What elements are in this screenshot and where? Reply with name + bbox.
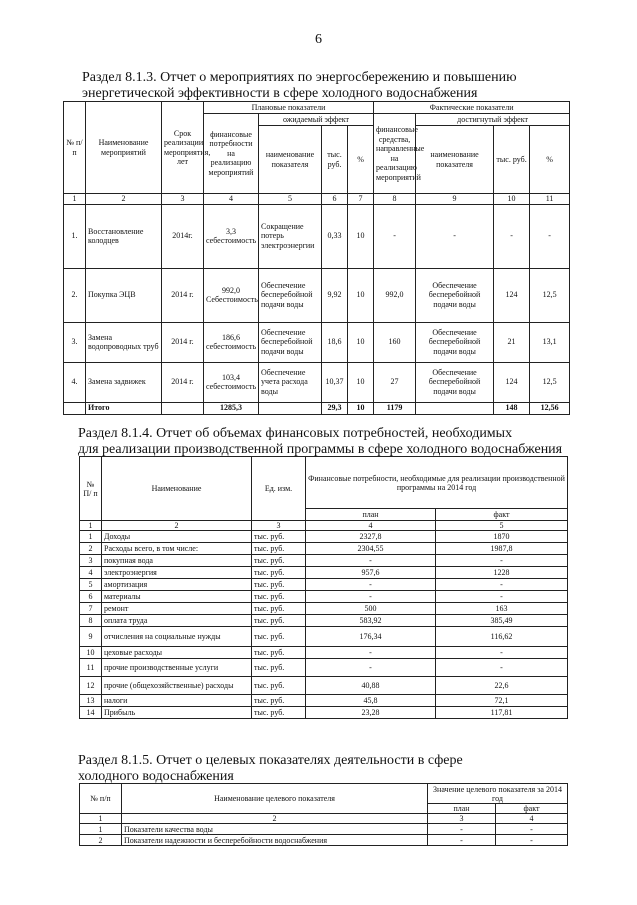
col-header-fin-needs: Финансовые потребности, необходимые для реализации производственной программы на 2014 год <box>306 457 568 509</box>
page-number: 6 <box>315 32 322 47</box>
table-row <box>80 615 568 627</box>
col-header-num: № п/п <box>64 102 86 194</box>
measure-percent-fact: 12,5 <box>530 268 570 322</box>
table-row <box>80 677 568 695</box>
item-unit: тыс. руб. <box>252 543 306 555</box>
target-indicators-table <box>79 783 568 846</box>
indicator-fact: - <box>496 835 568 846</box>
total-row <box>64 402 570 414</box>
item-plan: - <box>306 555 436 567</box>
item-plan: 40,88 <box>306 677 436 695</box>
col-header-planned: Плановые показатели <box>204 102 374 114</box>
section-8-1-3-heading-line1: Раздел 8.1.3. Отчет о мероприятиях по энергосбережению и повышению <box>82 70 517 85</box>
measure-thous-rub: 0,33 <box>322 204 348 268</box>
measure-thous-rub-fact: 21 <box>494 322 530 362</box>
item-plan: 2327,8 <box>306 531 436 543</box>
item-name: Доходы <box>102 531 252 543</box>
col-number: 1 <box>64 194 86 205</box>
measure-percent-fact: - <box>530 204 570 268</box>
total-percent-fact: 12,56 <box>530 402 570 414</box>
measure-indicator: Обеспечение учета расхода воды <box>259 362 322 402</box>
col-number: 4 <box>306 521 436 531</box>
item-name: Прибыль <box>102 707 252 719</box>
row-num: 9 <box>80 627 102 647</box>
table-row <box>64 362 570 402</box>
item-plan: 957,6 <box>306 567 436 579</box>
measure-percent-fact: 12,5 <box>530 362 570 402</box>
col-header-name: Наименование <box>102 457 252 521</box>
measure-term: 2014 г. <box>162 268 204 322</box>
col-header-name: Наименование мероприятий <box>86 102 162 194</box>
table-row <box>80 603 568 615</box>
table-row <box>80 591 568 603</box>
row-num: 3 <box>80 555 102 567</box>
col-header-percent: % <box>348 126 374 194</box>
row-num: 6 <box>80 591 102 603</box>
financial-needs-table <box>79 456 568 719</box>
item-plan: 23,28 <box>306 707 436 719</box>
item-name: налоги <box>102 695 252 707</box>
col-number: 2 <box>122 814 428 824</box>
col-number: 3 <box>428 814 496 824</box>
section-8-1-5-heading-line1: Раздел 8.1.5. Отчет о целевых показателях деятельности в сфере <box>78 753 463 768</box>
col-header-actual: Фактические показатели <box>374 102 570 114</box>
total-thous-rub: 29,3 <box>322 402 348 414</box>
section-8-1-4-heading <box>78 426 568 458</box>
table-row <box>80 531 568 543</box>
item-name: прочие производственные услуги <box>102 659 252 677</box>
item-plan: 2304,55 <box>306 543 436 555</box>
table-row <box>80 647 568 659</box>
item-name: покупная вода <box>102 555 252 567</box>
indicator-name: Показатели надежности и бесперебойности водоснабжения <box>122 835 428 846</box>
energy-saving-measures-table <box>63 101 570 415</box>
table-row <box>64 268 570 322</box>
indicator-plan: - <box>428 824 496 835</box>
table-row <box>80 835 568 846</box>
item-plan: 176,34 <box>306 627 436 647</box>
col-header-achieved-effect: достигнутый эффект <box>416 114 570 126</box>
row-num: 5 <box>80 579 102 591</box>
row-num: 2. <box>64 268 86 322</box>
col-number: 7 <box>348 194 374 205</box>
measure-name: Восстановление колодцев <box>86 204 162 268</box>
item-fact: 116,62 <box>436 627 568 647</box>
col-header-value: Значение целевого показателя за 2014 год <box>428 784 568 804</box>
measure-term: 2014г. <box>162 204 204 268</box>
item-unit: тыс. руб. <box>252 695 306 707</box>
measure-fin-needs: 186,6 себестоимость <box>204 322 259 362</box>
item-fact: 72,1 <box>436 695 568 707</box>
total-label: Итого <box>86 402 162 414</box>
item-plan: - <box>306 579 436 591</box>
row-num: 2 <box>80 835 122 846</box>
item-fact: 22,6 <box>436 677 568 695</box>
item-fact: 385,49 <box>436 615 568 627</box>
section-8-1-5-heading <box>78 753 568 785</box>
item-fact: - <box>436 579 568 591</box>
item-unit: тыс. руб. <box>252 555 306 567</box>
item-unit: тыс. руб. <box>252 591 306 603</box>
table-row <box>80 659 568 677</box>
measure-indicator-fact: - <box>416 204 494 268</box>
section-8-1-5-heading-line2: холодного водоснабжения <box>78 769 234 784</box>
measure-indicator: Обеспечение бесперебойной подачи воды <box>259 268 322 322</box>
col-header-fin-spent: финансовые средства, направленные на реализацию мероприятий <box>374 114 416 194</box>
row-num: 1 <box>80 824 122 835</box>
measure-name: Замена водопроводных труб <box>86 322 162 362</box>
col-header-num: № П/ п <box>80 457 102 521</box>
row-num: 2 <box>80 543 102 555</box>
col-header-thous-rub: тыс. руб. <box>322 126 348 194</box>
item-fact: 1987,8 <box>436 543 568 555</box>
col-header-fin-needs: финансовые потребности на реализацию мероприятий <box>204 114 259 194</box>
measure-indicator-fact: Обеспечение бесперебойной подачи воды <box>416 322 494 362</box>
row-num: 4 <box>80 567 102 579</box>
item-name: отчисления на социальные нужды <box>102 627 252 647</box>
col-header-num: № п/п <box>80 784 122 814</box>
col-header-fact: факт <box>436 509 568 521</box>
col-number: 5 <box>259 194 322 205</box>
item-name: электроэнергия <box>102 567 252 579</box>
col-header-fact: факт <box>496 804 568 814</box>
measure-fin-spent: 160 <box>374 322 416 362</box>
table-row <box>80 579 568 591</box>
col-number: 1 <box>80 814 122 824</box>
item-fact: - <box>436 659 568 677</box>
item-unit: тыс. руб. <box>252 659 306 677</box>
table-row <box>80 555 568 567</box>
measure-indicator-fact: Обеспечение бесперебойной подачи воды <box>416 362 494 402</box>
column-number-row <box>80 521 568 531</box>
col-header-plan: план <box>306 509 436 521</box>
measure-percent: 10 <box>348 322 374 362</box>
col-header-indicator: наименование показателя <box>259 126 322 194</box>
row-num: 13 <box>80 695 102 707</box>
row-num: 3. <box>64 322 86 362</box>
item-unit: тыс. руб. <box>252 567 306 579</box>
item-name: оплата труда <box>102 615 252 627</box>
col-number: 11 <box>530 194 570 205</box>
col-header-expected-effect: ожидаемый эффект <box>259 114 374 126</box>
table-row <box>80 707 568 719</box>
measure-fin-spent: 27 <box>374 362 416 402</box>
item-unit: тыс. руб. <box>252 579 306 591</box>
row-num: 4. <box>64 362 86 402</box>
total-percent: 10 <box>348 402 374 414</box>
measure-thous-rub: 9,92 <box>322 268 348 322</box>
item-unit: тыс. руб. <box>252 677 306 695</box>
total-thous-rub-fact: 148 <box>494 402 530 414</box>
col-number: 6 <box>322 194 348 205</box>
item-fact: - <box>436 647 568 659</box>
section-8-1-3-heading <box>82 70 568 102</box>
row-num: 12 <box>80 677 102 695</box>
item-unit: тыс. руб. <box>252 615 306 627</box>
measure-thous-rub: 10,37 <box>322 362 348 402</box>
section-8-1-4-heading-line1: Раздел 8.1.4. Отчет об объемах финансовых потребностей, необходимых <box>78 426 513 441</box>
measure-indicator: Сокращение потерь электроэнергии <box>259 204 322 268</box>
total-fin-spent: 1179 <box>374 402 416 414</box>
item-name: амортизация <box>102 579 252 591</box>
measure-fin-spent: 992,0 <box>374 268 416 322</box>
col-header-plan: план <box>428 804 496 814</box>
item-fact: - <box>436 555 568 567</box>
item-name: цеховые расходы <box>102 647 252 659</box>
col-header-thous-rub-fact: тыс. руб. <box>494 126 530 194</box>
row-num: 1 <box>80 531 102 543</box>
table-row <box>80 695 568 707</box>
item-plan: - <box>306 647 436 659</box>
indicator-fact: - <box>496 824 568 835</box>
item-name: прочие (общехозяйственные) расходы <box>102 677 252 695</box>
measure-fin-spent: - <box>374 204 416 268</box>
column-number-row <box>80 814 568 824</box>
measure-thous-rub-fact: 124 <box>494 362 530 402</box>
col-number: 8 <box>374 194 416 205</box>
measure-percent: 10 <box>348 204 374 268</box>
table-row <box>80 824 568 835</box>
measure-term: 2014 г. <box>162 362 204 402</box>
row-num: 14 <box>80 707 102 719</box>
item-fact: - <box>436 591 568 603</box>
col-header-term: Срок реализации мероприятия, лет <box>162 102 204 194</box>
item-name: материалы <box>102 591 252 603</box>
item-unit: тыс. руб. <box>252 531 306 543</box>
measure-thous-rub-fact: 124 <box>494 268 530 322</box>
item-fact: 1870 <box>436 531 568 543</box>
row-num: 10 <box>80 647 102 659</box>
table-row <box>64 322 570 362</box>
item-fact: 117,81 <box>436 707 568 719</box>
measure-indicator: Обеспечение бесперебойной подачи воды <box>259 322 322 362</box>
indicator-plan: - <box>428 835 496 846</box>
total-fin-needs: 1285,3 <box>204 402 259 414</box>
col-number: 1 <box>80 521 102 531</box>
col-number: 10 <box>494 194 530 205</box>
col-header-name: Наименование целевого показателя <box>122 784 428 814</box>
measure-percent: 10 <box>348 268 374 322</box>
measure-percent-fact: 13,1 <box>530 322 570 362</box>
row-num: 1. <box>64 204 86 268</box>
col-number: 3 <box>252 521 306 531</box>
column-number-row <box>64 194 570 205</box>
section-8-1-4-heading-line2: для реализации производственной программы в сфере холодного водоснабжения <box>78 442 563 457</box>
col-number: 5 <box>436 521 568 531</box>
measure-term: 2014 г. <box>162 322 204 362</box>
item-plan: 500 <box>306 603 436 615</box>
table-row <box>80 627 568 647</box>
measure-fin-needs: 103,4 себестоимость <box>204 362 259 402</box>
col-number: 2 <box>102 521 252 531</box>
item-plan: 45,8 <box>306 695 436 707</box>
item-plan: - <box>306 659 436 677</box>
item-name: ремонт <box>102 603 252 615</box>
measure-percent: 10 <box>348 362 374 402</box>
measure-thous-rub-fact: - <box>494 204 530 268</box>
table-row <box>64 204 570 268</box>
item-fact: 163 <box>436 603 568 615</box>
item-plan: - <box>306 591 436 603</box>
table-row <box>80 543 568 555</box>
row-num: 7 <box>80 603 102 615</box>
measure-name: Покупка ЭЦВ <box>86 268 162 322</box>
measure-thous-rub: 18,6 <box>322 322 348 362</box>
col-header-indicator-fact: наименование показателя <box>416 126 494 194</box>
measure-name: Замена задвижек <box>86 362 162 402</box>
item-fact: 1228 <box>436 567 568 579</box>
item-unit: тыс. руб. <box>252 603 306 615</box>
item-unit: тыс. руб. <box>252 707 306 719</box>
col-number: 3 <box>162 194 204 205</box>
item-name: Расходы всего, в том числе: <box>102 543 252 555</box>
measure-fin-needs: 3,3 себестоимость <box>204 204 259 268</box>
row-num: 11 <box>80 659 102 677</box>
col-header-percent-fact: % <box>530 126 570 194</box>
indicator-name: Показатели качества воды <box>122 824 428 835</box>
col-number: 4 <box>204 194 259 205</box>
col-number: 2 <box>86 194 162 205</box>
col-number: 4 <box>496 814 568 824</box>
section-8-1-3-heading-line2: энергетической эффективности в сфере холодного водоснабжения <box>82 86 478 101</box>
financial-needs-rows <box>80 531 568 719</box>
row-num: 8 <box>80 615 102 627</box>
table-row <box>80 567 568 579</box>
measure-indicator-fact: Обеспечение бесперебойной подачи воды <box>416 268 494 322</box>
item-plan: 583,92 <box>306 615 436 627</box>
item-unit: тыс. руб. <box>252 627 306 647</box>
col-header-unit: Ед. изм. <box>252 457 306 521</box>
item-unit: тыс. руб. <box>252 647 306 659</box>
col-number: 9 <box>416 194 494 205</box>
measure-fin-needs: 992,0 Себестоимость <box>204 268 259 322</box>
